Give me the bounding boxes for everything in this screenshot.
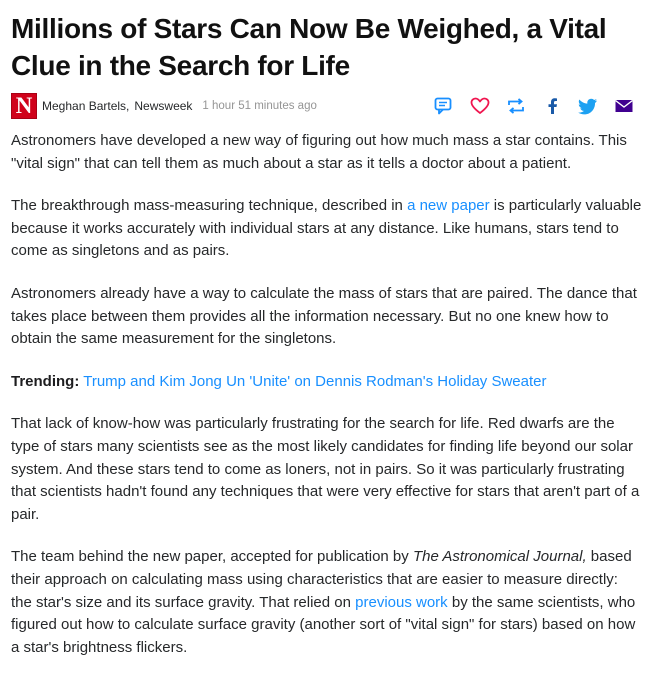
article-title: Millions of Stars Can Now Be Weighed, a Vital Clue in the Search for Life <box>11 13 607 81</box>
heart-icon[interactable] <box>462 93 498 119</box>
trending-link[interactable]: Trump and Kim Jong Un 'Unite' on Dennis Rodman's Holiday Sweater <box>83 372 547 390</box>
paragraph-5-text-b: based their approach on calculating mass using characteristics that are easier to measure directly: the star's size and its surface gravity. That relied on <box>11 548 632 611</box>
previous-work-link[interactable]: previous work <box>355 593 448 611</box>
paragraph-5-text-a: The team behind the new paper, accepted for publication by <box>11 548 413 566</box>
paragraph-3: Astronomers already have a way to calculate the mass of stars that are paired. The dance that takes place between them provides all the information necessary. But no one knew how to obtain the same measurement for the singletons. <box>11 284 637 348</box>
paragraph-5-text-c: by the same scientists, who figured out how to calculate surface gravity (another sort of "vital sign" for stars) based on how a star's brightness flickers. <box>11 593 636 656</box>
author-name[interactable]: Meghan Bartels <box>42 99 127 113</box>
paragraph-4: That lack of know-how was particularly frustrating for the search for life. Red dwarfs are the type of stars many scientists see as the most likely candidates for finding life beyond our solar system. And these stars tend to come as loners, not in pairs. So it was particularly frustrating that scientists hadn't found any techniques that were very effective for stars that aren't part of a pair. <box>11 415 640 523</box>
paragraph-2-text-a: The breakthrough mass-measuring technique, described in <box>11 197 408 215</box>
retweet-icon[interactable] <box>498 93 534 119</box>
twitter-icon[interactable] <box>570 93 606 119</box>
new-paper-link[interactable]: a new paper <box>407 197 490 215</box>
paragraph-2-text-b: is particularly valuable because it works accurately with individual stars at any distance. Like humans, stars tend to come as singletons and as pairs. <box>11 197 642 260</box>
mail-icon[interactable] <box>606 93 642 119</box>
share-bar <box>426 93 642 119</box>
paragraph-1: Astronomers have developed a new way of figuring out how much mass a star contains. This "vital sign" that can tell them as much about a star as it tells a doctor about a patient. <box>11 132 627 172</box>
facebook-icon[interactable] <box>534 93 570 119</box>
byline <box>11 93 642 119</box>
comment-icon[interactable] <box>426 93 462 119</box>
byline-separator: , <box>126 99 130 113</box>
paragraph-5 <box>11 546 642 659</box>
provider-name[interactable]: Newsweek <box>134 99 193 113</box>
article-body <box>11 130 642 659</box>
journal-name: The Astronomical Journal, <box>412 548 587 566</box>
paragraph-2 <box>11 195 642 263</box>
trending-line <box>11 371 642 394</box>
newsweek-logo[interactable]: N <box>11 93 37 119</box>
trending-label: Trending: <box>11 372 80 390</box>
publish-time: 1 hour 51 minutes ago <box>202 100 317 112</box>
